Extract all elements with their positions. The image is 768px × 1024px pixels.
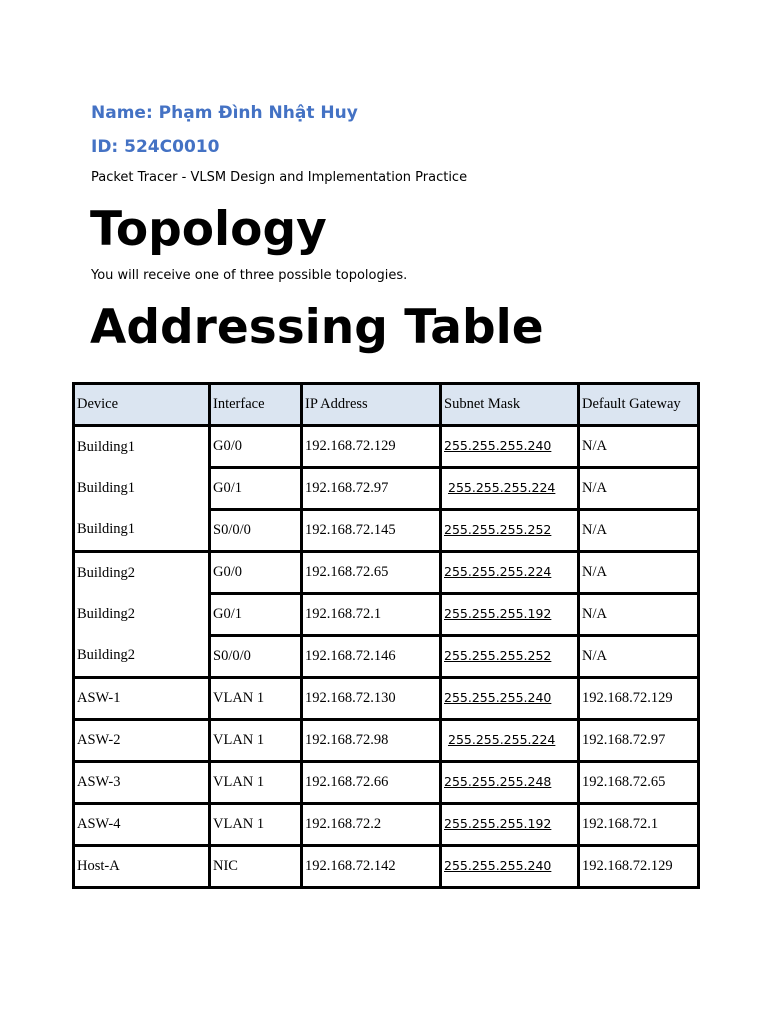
cell-default-gateway: 192.168.72.97: [579, 720, 699, 762]
cell-interface: VLAN 1: [210, 762, 302, 804]
cell-ip-address: 192.168.72.97: [302, 468, 441, 510]
topology-text: You will receive one of three possible topologies.: [91, 268, 408, 283]
table-header-row: [74, 384, 699, 426]
table-row: [74, 762, 699, 804]
cell-ip-address: 192.168.72.146: [302, 636, 441, 678]
cell-device: Building2: [74, 636, 210, 678]
cell-interface: G0/1: [210, 468, 302, 510]
table-row: [74, 636, 699, 678]
addressing-table-heading: Addressing Table: [90, 300, 544, 355]
cell-subnet-mask: 255.255.255.252: [441, 636, 579, 678]
document-subtitle: Packet Tracer - VLSM Design and Implementation Practice: [91, 170, 468, 185]
cell-default-gateway: 192.168.72.65: [579, 762, 699, 804]
cell-device: Building1: [74, 510, 210, 552]
cell-subnet-mask: 255.255.255.192: [441, 594, 579, 636]
cell-device: ASW-1: [74, 678, 210, 720]
table-row: [74, 468, 699, 510]
column-header-device: Device: [74, 384, 210, 426]
table-row: [74, 594, 699, 636]
cell-device: ASW-3: [74, 762, 210, 804]
cell-interface: S0/0/0: [210, 636, 302, 678]
cell-interface: VLAN 1: [210, 720, 302, 762]
addressing-table: [72, 382, 700, 889]
column-header-default-gateway: Default Gateway: [579, 384, 699, 426]
cell-default-gateway: 192.168.72.1: [579, 804, 699, 846]
table-row: [74, 510, 699, 552]
cell-interface: NIC: [210, 846, 302, 888]
cell-device: Building2: [74, 552, 210, 594]
table-row: [74, 804, 699, 846]
cell-device: Host-A: [74, 846, 210, 888]
cell-default-gateway: N/A: [579, 510, 699, 552]
cell-device: ASW-2: [74, 720, 210, 762]
cell-subnet-mask: 255.255.255.252: [441, 510, 579, 552]
cell-default-gateway: N/A: [579, 552, 699, 594]
table-row: [74, 720, 699, 762]
cell-ip-address: 192.168.72.65: [302, 552, 441, 594]
cell-ip-address: 192.168.72.98: [302, 720, 441, 762]
cell-interface: S0/0/0: [210, 510, 302, 552]
table-row: [74, 846, 699, 888]
cell-interface: G0/1: [210, 594, 302, 636]
cell-interface: G0/0: [210, 552, 302, 594]
cell-ip-address: 192.168.72.66: [302, 762, 441, 804]
cell-default-gateway: 192.168.72.129: [579, 678, 699, 720]
column-header-interface: Interface: [210, 384, 302, 426]
cell-default-gateway: 192.168.72.129: [579, 846, 699, 888]
topology-heading: Topology: [90, 202, 327, 257]
table-row: [74, 552, 699, 594]
table-row: [74, 426, 699, 468]
cell-device: Building1: [74, 426, 210, 468]
cell-device: Building2: [74, 594, 210, 636]
cell-ip-address: 192.168.72.142: [302, 846, 441, 888]
cell-subnet-mask: 255.255.255.248: [441, 762, 579, 804]
cell-ip-address: 192.168.72.2: [302, 804, 441, 846]
cell-interface: VLAN 1: [210, 804, 302, 846]
cell-subnet-mask: 255.255.255.240: [441, 846, 579, 888]
cell-ip-address: 192.168.72.130: [302, 678, 441, 720]
student-id: ID: 524C0010: [91, 137, 220, 157]
cell-device: ASW-4: [74, 804, 210, 846]
cell-subnet-mask: 255.255.255.240: [441, 678, 579, 720]
table-row: [74, 678, 699, 720]
cell-default-gateway: N/A: [579, 594, 699, 636]
cell-subnet-mask: 255.255.255.224: [441, 552, 579, 594]
cell-ip-address: 192.168.72.129: [302, 426, 441, 468]
cell-subnet-mask: 255.255.255.192: [441, 804, 579, 846]
cell-default-gateway: N/A: [579, 426, 699, 468]
cell-subnet-mask: 255.255.255.224: [441, 468, 579, 510]
cell-subnet-mask: 255.255.255.240: [441, 426, 579, 468]
column-header-ip-address: IP Address: [302, 384, 441, 426]
cell-interface: G0/0: [210, 426, 302, 468]
cell-default-gateway: N/A: [579, 636, 699, 678]
cell-default-gateway: N/A: [579, 468, 699, 510]
cell-interface: VLAN 1: [210, 678, 302, 720]
cell-ip-address: 192.168.72.145: [302, 510, 441, 552]
student-name: Name: Phạm Đình Nhật Huy: [91, 103, 358, 123]
cell-device: Building1: [74, 468, 210, 510]
cell-ip-address: 192.168.72.1: [302, 594, 441, 636]
cell-subnet-mask: 255.255.255.224: [441, 720, 579, 762]
column-header-subnet-mask: Subnet Mask: [441, 384, 579, 426]
